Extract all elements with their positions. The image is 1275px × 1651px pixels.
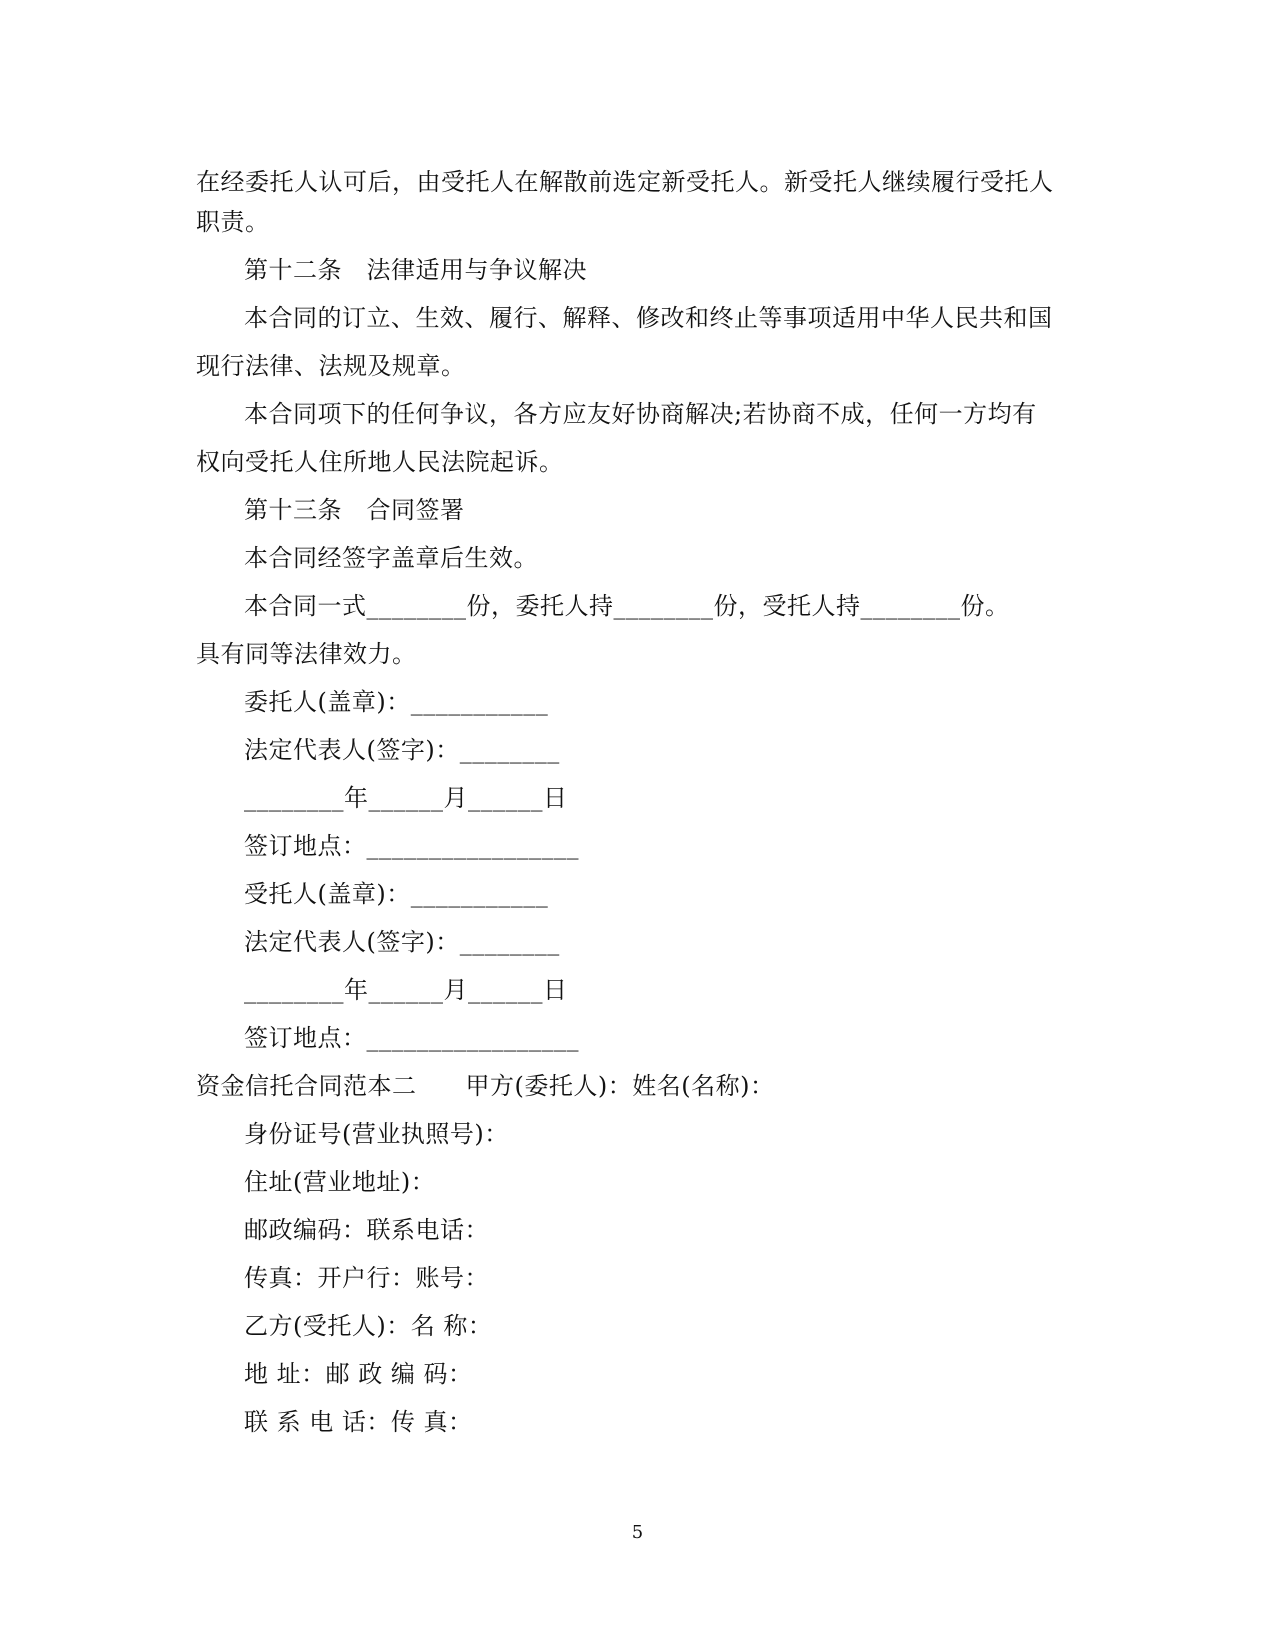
- article-12-heading: 第十二条 法律适用与争议解决: [244, 256, 587, 284]
- paragraph-line: 本合同项下的任何争议，各方应友好协商解决;若协商不成，任何一方均有: [244, 400, 1037, 428]
- signature-field: 法定代表人(签字)：________: [244, 736, 560, 764]
- party-info-line: 身份证号(营业执照号)：: [244, 1120, 509, 1148]
- paragraph-line: 权向受托人住所地人民法院起诉。: [196, 448, 564, 476]
- paragraph-line: 职责。: [196, 208, 270, 236]
- date-field: ________年______月______日: [244, 784, 568, 812]
- page-number: 5: [631, 1522, 644, 1543]
- paragraph-line: 本合同经签字盖章后生效。: [244, 544, 538, 572]
- party-info-line: 联 系 电 话：传 真：: [244, 1408, 473, 1436]
- signature-field: 法定代表人(签字)：________: [244, 928, 560, 956]
- paragraph-line: 本合同一式________份，委托人持________份，受托人持________份。: [244, 592, 1010, 620]
- paragraph-line: 具有同等法律效力。: [196, 640, 417, 668]
- template-two-heading: 资金信托合同范本二 甲方(委托人)：姓名(名称)：: [196, 1072, 775, 1100]
- signature-field: 受托人(盖章)：___________: [244, 880, 549, 908]
- party-info-line: 传真：开户行：账号：: [244, 1264, 489, 1292]
- party-info-line: 住址(营业地址)：: [244, 1168, 436, 1196]
- place-field: 签订地点：_________________: [244, 1024, 579, 1052]
- party-info-line: 地 址：邮 政 编 码：: [244, 1360, 473, 1388]
- date-field: ________年______月______日: [244, 976, 568, 1004]
- place-field: 签订地点：_________________: [244, 832, 579, 860]
- signature-field: 委托人(盖章)：___________: [244, 688, 549, 716]
- party-info-line: 乙方(受托人)：名 称：: [244, 1312, 493, 1340]
- paragraph-line: 在经委托人认可后，由受托人在解散前选定新受托人。新受托人继续履行受托人: [196, 168, 1054, 196]
- paragraph-line: 现行法律、法规及规章。: [196, 352, 466, 380]
- article-13-heading: 第十三条 合同签署: [244, 496, 465, 524]
- party-info-line: 邮政编码：联系电话：: [244, 1216, 489, 1244]
- paragraph-line: 本合同的订立、生效、履行、解释、修改和终止等事项适用中华人民共和国: [244, 304, 1053, 332]
